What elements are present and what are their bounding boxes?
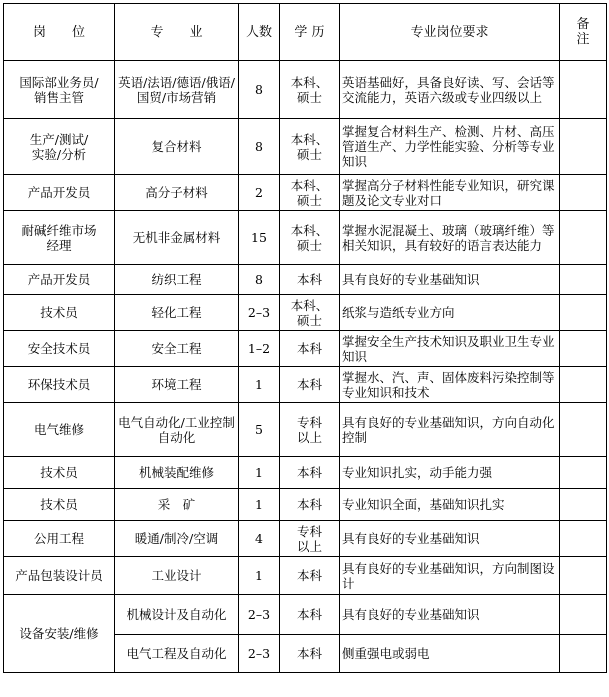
cell-requirements: 专业知识扎实，动手能力强 [340, 457, 560, 489]
cell-major: 采 矿 [115, 489, 239, 521]
cell-requirements: 纸浆与造纸专业方向 [340, 295, 560, 331]
table-row [4, 557, 607, 595]
cell-major: 英语/法语/德语/俄语/国贸/市场营销 [115, 61, 239, 119]
cell-notes [560, 265, 607, 295]
cell-position: 环保技术员 [4, 367, 115, 403]
cell-notes [560, 331, 607, 367]
cell-position: 国际部业务员/ 销售主管 [4, 61, 115, 119]
cell-count: 5 [239, 403, 280, 457]
cell-position: 技术员 [4, 295, 115, 331]
cell-count: 4 [239, 521, 280, 557]
cell-notes [560, 211, 607, 265]
table-row [4, 489, 607, 521]
cell-notes [560, 295, 607, 331]
cell-notes [560, 119, 607, 175]
cell-requirements: 掌握水、汽、声、固体废料污染控制等专业知识和技术 [340, 367, 560, 403]
cell-education: 专科 以上 [280, 521, 340, 557]
cell-count: 2–3 [239, 595, 280, 635]
cell-count: 1 [239, 457, 280, 489]
cell-education: 本科、 硕士 [280, 61, 340, 119]
cell-notes [560, 403, 607, 457]
cell-major: 机械设计及自动化 [115, 595, 239, 635]
cell-requirements: 专业知识全面，基础知识扎实 [340, 489, 560, 521]
header-count: 人数 [239, 4, 280, 61]
cell-position: 安全技术员 [4, 331, 115, 367]
table-row [4, 521, 607, 557]
cell-notes [560, 489, 607, 521]
cell-education: 本科、 硕士 [280, 295, 340, 331]
cell-notes [560, 61, 607, 119]
cell-notes [560, 595, 607, 635]
cell-count: 8 [239, 265, 280, 295]
table-row [4, 367, 607, 403]
header-requirements: 专业岗位要求 [340, 4, 560, 61]
cell-notes [560, 521, 607, 557]
cell-position: 公用工程 [4, 521, 115, 557]
cell-count: 8 [239, 61, 280, 119]
cell-major: 轻化工程 [115, 295, 239, 331]
cell-notes [560, 557, 607, 595]
header-education: 学 历 [280, 4, 340, 61]
cell-position: 产品开发员 [4, 175, 115, 211]
cell-major: 工业设计 [115, 557, 239, 595]
cell-count: 1–2 [239, 331, 280, 367]
table-row [4, 595, 607, 635]
cell-count: 1 [239, 557, 280, 595]
table-row [4, 331, 607, 367]
cell-education: 本科 [280, 457, 340, 489]
cell-requirements: 具有良好的专业基础知识 [340, 595, 560, 635]
cell-requirements: 侧重强电或弱电 [340, 635, 560, 673]
cell-notes [560, 175, 607, 211]
cell-education: 本科 [280, 265, 340, 295]
cell-count: 15 [239, 211, 280, 265]
table-row [4, 295, 607, 331]
cell-position: 技术员 [4, 457, 115, 489]
cell-education: 本科 [280, 595, 340, 635]
cell-position: 耐碱纤维市场 经理 [4, 211, 115, 265]
table-row [4, 403, 607, 457]
cell-major: 复合材料 [115, 119, 239, 175]
cell-education: 本科、 硕士 [280, 211, 340, 265]
cell-position: 电气维修 [4, 403, 115, 457]
cell-education: 本科 [280, 331, 340, 367]
cell-count: 1 [239, 489, 280, 521]
cell-major: 环境工程 [115, 367, 239, 403]
cell-position: 技术员 [4, 489, 115, 521]
cell-requirements: 掌握复合材料生产、检测、片材、高压管道生产、力学性能实验、分析等专业知识 [340, 119, 560, 175]
cell-position: 产品包装设计员 [4, 557, 115, 595]
table-row [4, 119, 607, 175]
table-row [4, 265, 607, 295]
cell-notes [560, 457, 607, 489]
cell-position: 设备安装/维修 [4, 595, 115, 673]
table-row [4, 175, 607, 211]
cell-requirements: 掌握安全生产技术知识及职业卫生专业知识 [340, 331, 560, 367]
header-major: 专 业 [115, 4, 239, 61]
cell-requirements: 具有良好的专业基础知识 [340, 265, 560, 295]
cell-count: 2–3 [239, 635, 280, 673]
table-row [4, 457, 607, 489]
cell-education: 本科 [280, 635, 340, 673]
cell-education: 本科 [280, 557, 340, 595]
cell-position: 生产/测试/ 实验/分析 [4, 119, 115, 175]
cell-education: 本科、 硕士 [280, 175, 340, 211]
cell-major: 电气工程及自动化 [115, 635, 239, 673]
cell-major: 暖通/制冷/空调 [115, 521, 239, 557]
header-position: 岗 位 [4, 4, 115, 61]
cell-education: 本科、 硕士 [280, 119, 340, 175]
cell-count: 1 [239, 367, 280, 403]
cell-count: 2 [239, 175, 280, 211]
cell-education: 本科 [280, 367, 340, 403]
cell-major: 电气自动化/工业控制自动化 [115, 403, 239, 457]
cell-count: 2–3 [239, 295, 280, 331]
cell-requirements: 掌握高分子材料性能专业知识，研究课题及论文专业对口 [340, 175, 560, 211]
cell-requirements: 具有良好的专业基础知识，方向制图设计 [340, 557, 560, 595]
table-row [4, 211, 607, 265]
cell-major: 无机非金属材料 [115, 211, 239, 265]
cell-requirements: 具有良好的专业基础知识，方向自动化控制 [340, 403, 560, 457]
cell-requirements: 掌握水泥混凝土、玻璃（玻璃纤维）等相关知识，具有较好的语言表达能力 [340, 211, 560, 265]
cell-count: 8 [239, 119, 280, 175]
cell-major: 高分子材料 [115, 175, 239, 211]
cell-requirements: 具有良好的专业基础知识 [340, 521, 560, 557]
table-row [4, 61, 607, 119]
cell-major: 安全工程 [115, 331, 239, 367]
cell-major: 纺织工程 [115, 265, 239, 295]
header-row [4, 4, 607, 61]
cell-requirements: 英语基础好，具备良好读、写、会话等交流能力，英语六级或专业四级以上 [340, 61, 560, 119]
cell-major: 机械装配维修 [115, 457, 239, 489]
cell-education: 本科 [280, 489, 340, 521]
cell-notes [560, 367, 607, 403]
recruitment-table [3, 3, 607, 673]
cell-notes [560, 635, 607, 673]
cell-education: 专科 以上 [280, 403, 340, 457]
cell-position: 产品开发员 [4, 265, 115, 295]
header-notes: 备 注 [560, 4, 607, 61]
